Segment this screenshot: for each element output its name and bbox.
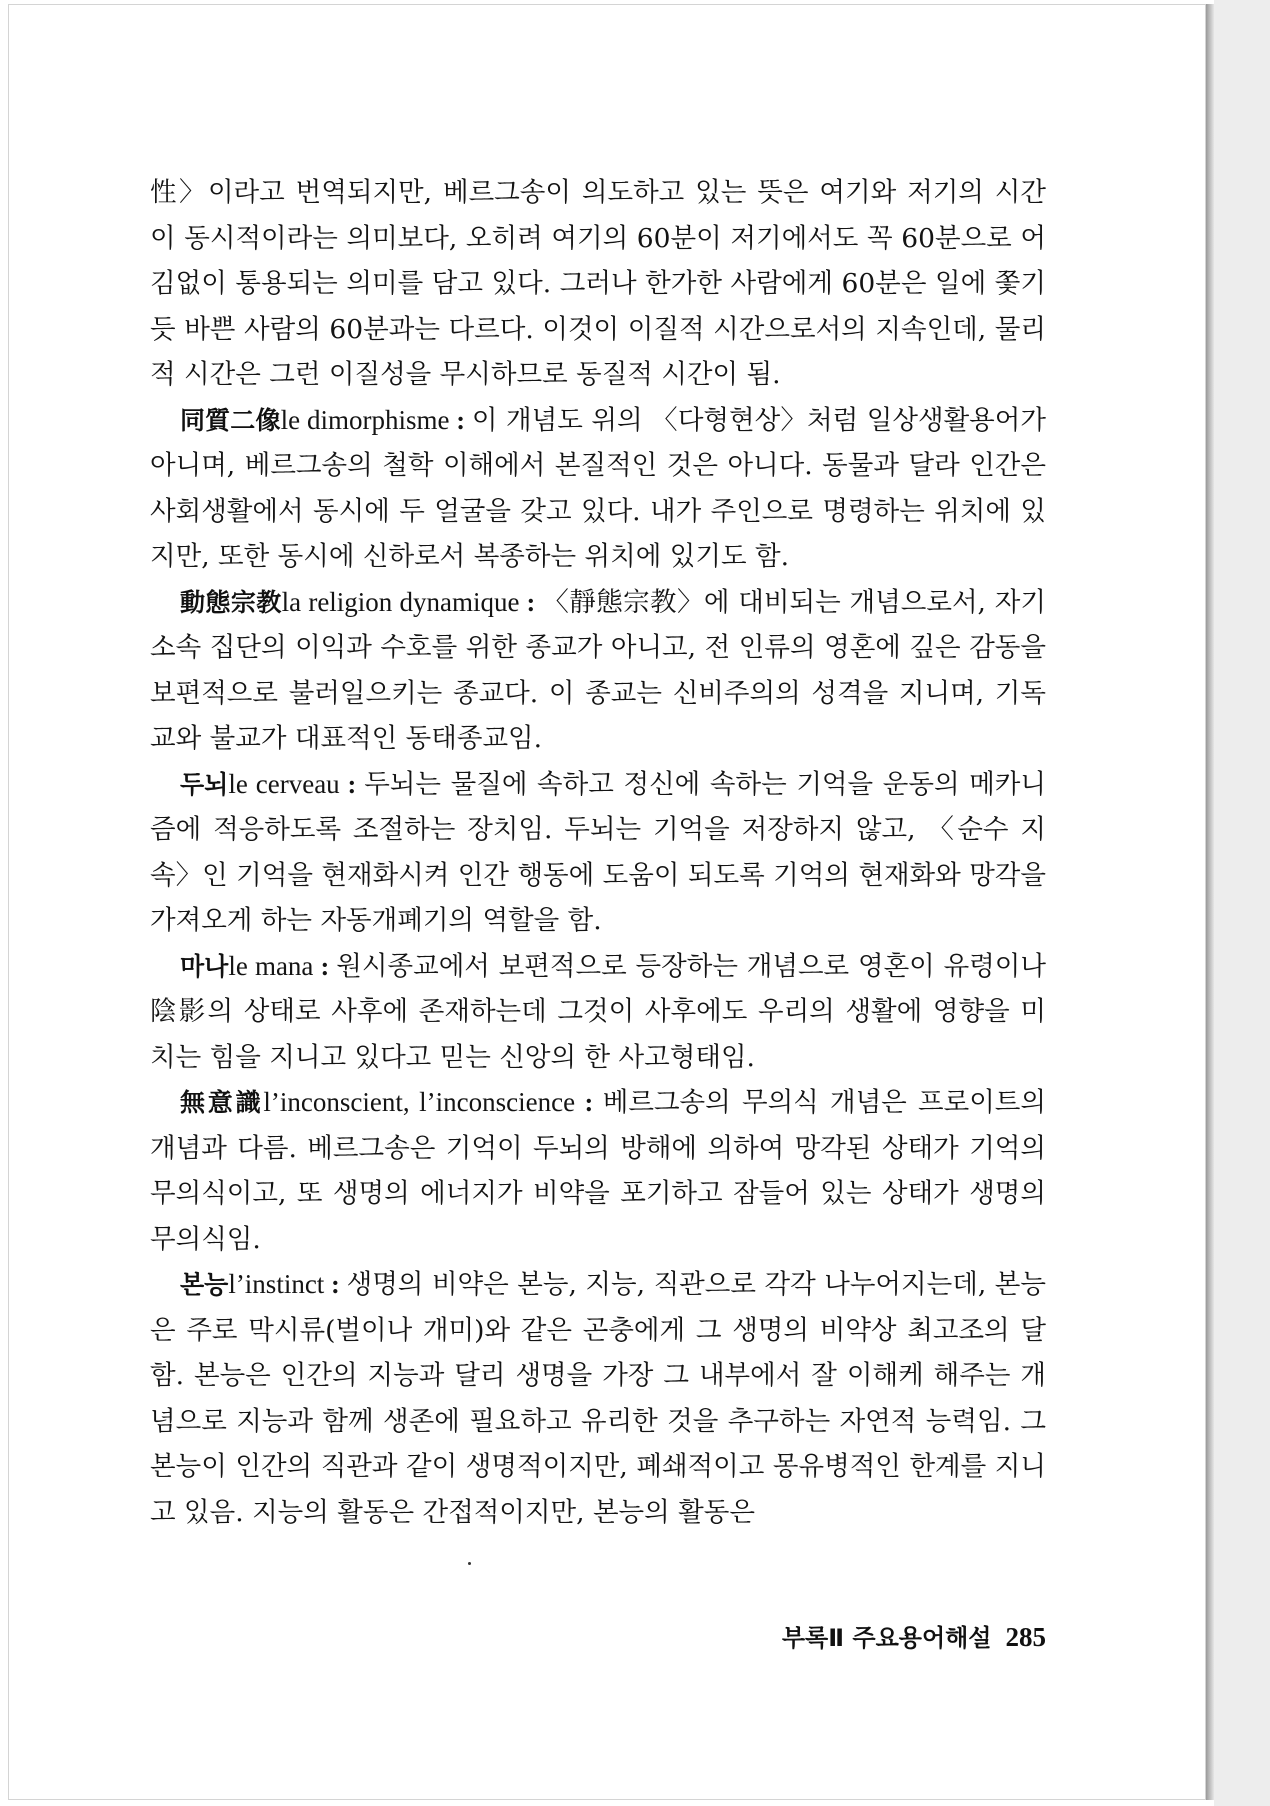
entry-definition: 두뇌는 물질에 속하고 정신에 속하는 기억을 운동의 메카니즘에 적응하도록 조절하는 장치임. 두뇌는 기억을 저장하지 않고, 〈순수 지속〉인 기억을 현재화시켜 인간 행동에 도움이 되도록 기억의 현재화와 망각을 가져오게 하는 자동개폐기의 역할을 함. xyxy=(150,768,1046,936)
entry-definition: 〈靜態宗教〉에 대비되는 개념으로서, 자기 소속 집단의 이익과 수호를 위한 종교가 아니고, 전 인류의 영혼에 깊은 감동을 보편적으로 불러일으키는 종교다. 이 종교는 신비주의의 성격을 지니며, 기독교와 불교가 대표적인 동태종교임. xyxy=(150,586,1047,754)
glossary-entry-inconscient xyxy=(150,1080,1046,1262)
entry-separator: : xyxy=(313,950,337,981)
glossary-entry-instinct xyxy=(150,1262,1046,1535)
entry-term: 動態宗教 xyxy=(180,587,282,617)
running-footer-section: 부록Ⅱ 주요용어해설 xyxy=(781,1624,992,1652)
entry-definition: 베르그송의 무의식 개념은 프로이트의 개념과 다름. 베르그송은 기억이 두뇌의 방해에 의하여 망각된 상태가 기억의 무의식이고, 또 생명의 에너지가 비약을 포기하고 잠들어 있는 상태가 생명의 무의식임. xyxy=(150,1087,1046,1255)
entry-foreign-term: la religion dynamique xyxy=(281,586,520,617)
intro-paragraph: 性〉이라고 번역되지만, 베르그송이 의도하고 있는 뜻은 여기와 저기의 시간이 동시적이라는 의미보다, 오히려 여기의 60분이 저기에서도 꼭 60분으로 어김없이 통용되는 의미를 담고 있다. 그러나 한가한 사람에게 60분은 일에 쫓기듯 바쁜 사람의 60분과는 다르다. 이것이 이질적 시간으로서의 지속인데, 물리적 시간은 그런 이질성을 무시하므로 동질적 시간이 됨. xyxy=(150,177,1047,390)
glossary-entry-mana xyxy=(150,944,1046,1081)
entry-foreign-term: l’inconscient, l’inconscience xyxy=(263,1087,576,1117)
entry-definition: 원시종교에서 보편적으로 등장하는 개념으로 영혼이 유령이나 陰影의 상태로 사후에 존재하는데 그것이 사후에도 우리의 생활에 영향을 미치는 힘을 지니고 있다고 믿는 신앙의 한 사고형태임. xyxy=(150,950,1046,1073)
page-footer xyxy=(720,1618,1046,1653)
entry-separator: : xyxy=(575,1087,603,1117)
glossary-entry-dimorphisme xyxy=(150,398,1046,580)
page-shadow xyxy=(1206,4,1214,1800)
entry-definition: 이 개념도 위의 〈다형현상〉처럼 일상생활용어가 아니며, 베르그송의 철학 이해에서 본질적인 것은 아니다. 동물과 달라 인간은 사회생활에서 동시에 두 얼굴을 갖고 있다. 내가 주인으로 명령하는 위치에 있지만, 또한 동시에 신하로서 복종하는 위치에 있기도 함. xyxy=(150,404,1046,572)
entry-separator: : xyxy=(519,586,543,617)
entry-separator: : xyxy=(449,404,472,435)
entry-term: 마나 xyxy=(180,951,229,981)
entry-term: 同質二像 xyxy=(180,405,281,435)
entry-foreign-term: le mana xyxy=(228,950,314,981)
entry-separator: : xyxy=(339,768,365,799)
glossary-entry-cerveau xyxy=(150,762,1046,944)
page-body xyxy=(150,170,1046,1535)
entry-foreign-term: le dimorphisme xyxy=(280,404,450,435)
entry-foreign-term: l’instinct xyxy=(228,1269,325,1299)
print-speck xyxy=(468,1562,471,1565)
entry-separator: : xyxy=(324,1269,347,1299)
entry-definition: 생명의 비약은 본능, 지능, 직관으로 각각 나누어지는데, 본능은 주로 막시류(벌이나 개미)와 같은 곤충에게 그 생명의 비약상 최고조의 달함. 본능은 인간의 지능과 달리 생명을 가장 그 내부에서 잘 이해케 해주는 개념으로 지능과 함께 생존에 필요하고 유리한 것을 추구하는 자연적 능력임. 그 본능이 인간의 직관과 같이 생명적이지만, 폐쇄적이고 몽유병적인 한계를 지니고 있음. 지능의 활동은 간접적이지만, 본능의 활동은 xyxy=(150,1269,1046,1528)
entry-term: 본능 xyxy=(180,1270,229,1299)
glossary-entry-religion-dynamique xyxy=(150,580,1046,762)
entry-term: 두뇌 xyxy=(180,769,229,799)
entry-term: 無意識 xyxy=(180,1088,264,1117)
viewer-background xyxy=(1214,0,1270,1806)
entry-foreign-term: le cerveau xyxy=(228,768,340,799)
page-number: 285 xyxy=(1005,1622,1046,1652)
